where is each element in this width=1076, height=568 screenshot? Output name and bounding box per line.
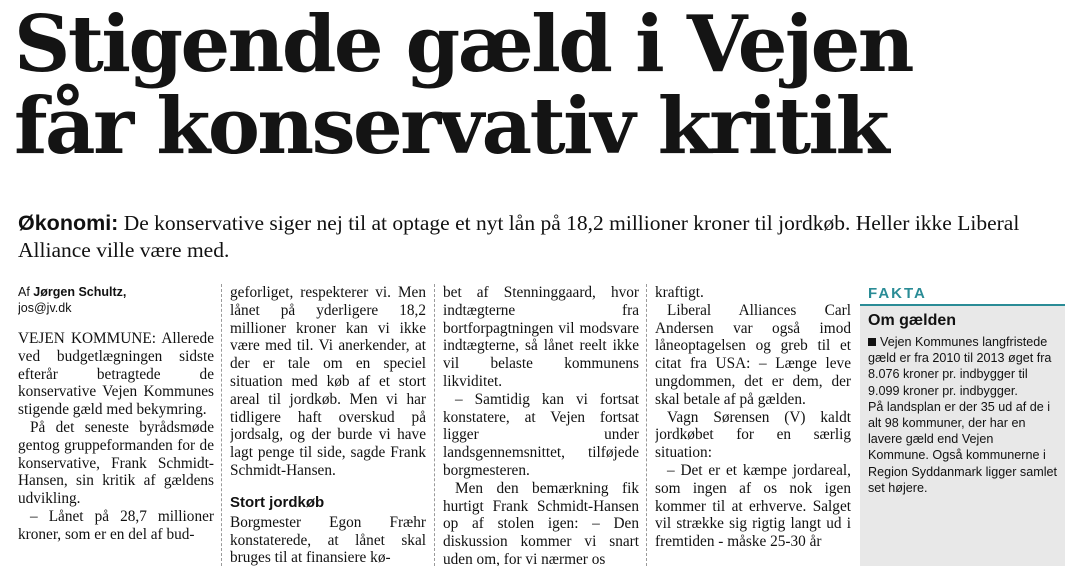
paragraph: Borgmester Egon Fræhr konstaterede, at lånet skal bruges til at finansiere kø- (230, 513, 426, 566)
paragraph: Vagn Sørensen (V) kaldt jordkøbet for en særlig situation: (655, 408, 851, 462)
fact-box-paragraph-2: På landsplan er der 35 ud af de i alt 98 kommuner, der har en lavere gæld end Vejen Kommune. Også kommunerne i Region Syddanmark ligger samlet set højere. (868, 399, 1057, 495)
paragraph: VEJEN KOMMUNE: Allerede ved budgetlægningen sidste efterår betragtede de konservative Vejen Kommunes stigende gæld med bekymring. (18, 330, 214, 419)
byline-email: jos@jv.dk (18, 301, 72, 315)
paragraph: bet af Stenninggaard, hvor indtægterne fra bortforpagtningen vil modsvare indtægterne, så lånet reelt ikke vil belaste kommunens likviditet. (443, 284, 639, 390)
paragraph: – Lånet på 28,7 millioner kroner, som er en del af bud- (18, 507, 214, 543)
paragraph: Liberal Alliances Carl Andersen var også imod låneoptagelsen og greb til et citat fra USA: – Længe leve ungdommen, det er dem, der skal betale af på gælden. (655, 301, 851, 408)
paragraph: Men den bemærkning fik hurtigt Frank Schmidt-Hansen op af stolen igen: – Den diskussion kommer vi snart uden om, for vi nærmer os (443, 479, 639, 566)
paragraph: – Samtidig kan vi fortsat konstatere, at Vejen fortsat ligger under landsgennemsnittet, tilføjede borgmesteren. (443, 390, 639, 479)
article-column-1 (18, 284, 214, 566)
subheading: Stort jordkøb (230, 493, 325, 511)
byline (18, 284, 214, 316)
byline-prefix: Af (18, 285, 34, 299)
fact-box-paragraph-1: Vejen Kommunes langfristede gæld er fra 2010 til 2013 øget fra 8.076 kroner pr. indbygger til 9.099 kroner pr. indbygger. (868, 335, 1052, 398)
lead-paragraph (18, 210, 1063, 264)
column-divider (221, 284, 222, 566)
column-divider (646, 284, 647, 566)
lead-kicker: Økonomi: (18, 211, 119, 235)
article-column-3 (443, 284, 639, 566)
fact-box (860, 284, 1065, 566)
fact-box-text (860, 334, 1065, 496)
square-bullet-icon (868, 338, 876, 346)
lead-text: De konservative siger nej til at optage et nyt lån på 18,2 millioner kroner til jordkøb. Heller ikke Liberal Alliance ville være med. (18, 211, 1020, 262)
paragraph: På det seneste byrådsmøde gentog gruppeformanden for de konservative, Frank Schmidt-Hansen, sin kritik af gældens udvikling. (18, 418, 214, 508)
paragraph: geforliget, respekterer vi. Men lånet på yderligere 18,2 millioner kroner kan vi ikke være med til. Vi anerkender, at der er tale om en speciel situation med køb af et stort areal til jordkøb. Men vi har tidligere haft overskud på jordsalg, og der burde vi have lagt penge til side, sagde Frank Schmidt-Hansen. (230, 284, 426, 479)
fact-box-label: FAKTA (860, 284, 1065, 304)
headline (14, 0, 1074, 172)
article-column-2 (230, 284, 426, 566)
headline-line-2: får konservativ kritik (14, 81, 888, 172)
byline-author: Jørgen Schultz, (33, 285, 127, 299)
paragraph: – Det er et kæmpe jordareal, som ingen af os nok igen kommer til at erhverve. Salget vil strække sig rigtig langt ud i fremtiden - måske 25-30 år (655, 461, 851, 551)
headline-line-1: Stigende gæld i Vejen (14, 0, 912, 90)
column-divider (434, 284, 435, 566)
article-column-4 (655, 284, 851, 566)
fact-box-heading: Om gælden (868, 312, 957, 329)
paragraph: kraftigt. (655, 284, 704, 301)
